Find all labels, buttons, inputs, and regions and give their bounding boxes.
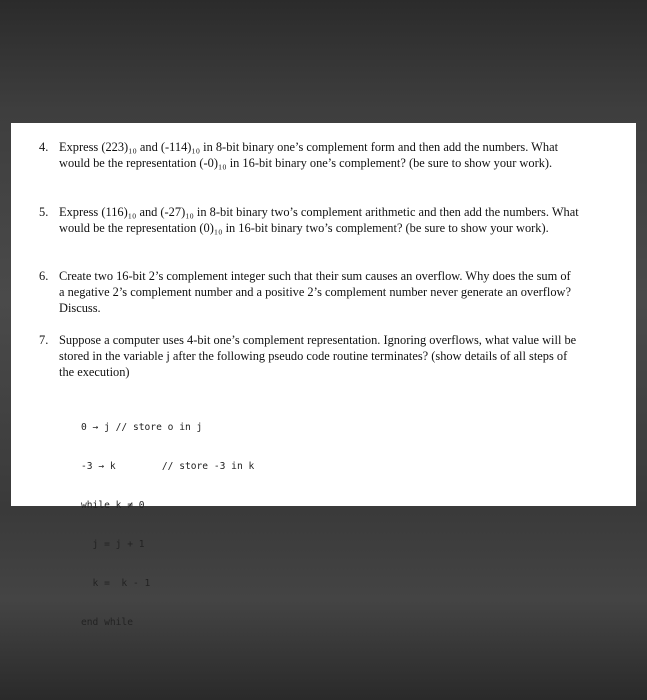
question-text: Express (116)₁₀ and (-27)₁₀ in 8-bit binary two’s complement arithmetic and then add the numbers. What would be the representation (0)₁₀ in 16-bit binary two’s complement? (be sure to show your work).: [59, 205, 579, 235]
code-line: while k ≠ 0: [81, 500, 145, 511]
code-line: k = k - 1: [81, 578, 151, 589]
question-number: 5.: [39, 205, 49, 219]
question-number: 4.: [39, 140, 49, 154]
question-number: 7.: [39, 333, 49, 347]
question-7: [39, 332, 579, 380]
code-line: -3 → k // store -3 in k: [81, 461, 255, 472]
document-page: [11, 123, 636, 628]
question-text: Express (223)₁₀ and (-114)₁₀ in 8-bit binary one’s complement form and then add the numbers. What would be the representation (-0)₁₀ in 16-bit binary one’s complement? (be sure to show your work).: [59, 140, 559, 170]
code-line: 0 → j // store o in j: [81, 422, 203, 433]
question-5: [39, 204, 579, 236]
pseudo-code-block: [81, 395, 254, 655]
code-line: end while: [81, 617, 133, 628]
question-text: Suppose a computer uses 4-bit one’s complement representation. Ignoring overflows, what value will be stored in the variable j after the following pseudo code routine terminates? (show details of all steps of the execution): [59, 333, 577, 379]
code-line: j = j + 1: [81, 539, 145, 550]
question-4: [39, 139, 579, 171]
question-6: [39, 268, 579, 316]
question-number: 6.: [39, 269, 49, 283]
question-text: Create two 16-bit 2’s complement integer such that their sum causes an overflow. Why does the sum of a negative 2’s complement number and a positive 2’s complement number never generate an overflow? Discuss.: [59, 269, 571, 315]
